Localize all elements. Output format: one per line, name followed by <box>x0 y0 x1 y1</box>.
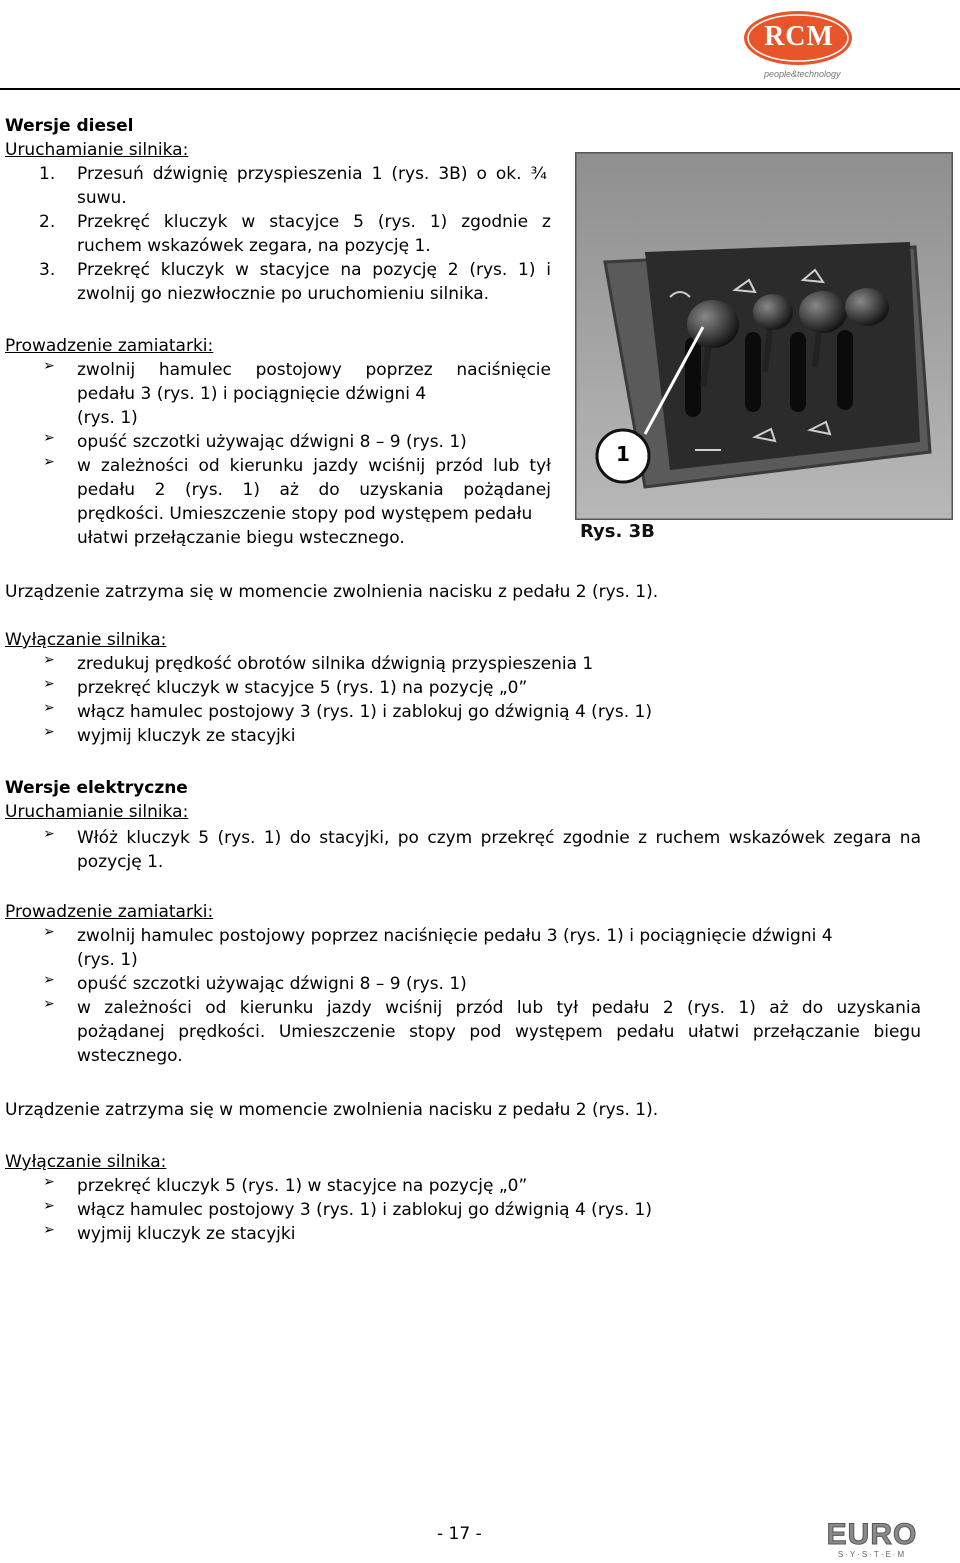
eurosystem-logo <box>826 1520 918 1560</box>
bullet-arrow-icon: ➢ <box>43 996 55 1012</box>
drive-item-line: (rys. 1) <box>77 408 138 428</box>
step-number: 1. <box>39 164 56 184</box>
step-number: 3. <box>39 260 56 280</box>
drive-item-line: zwolnij hamulec postojowy poprzez naciśnięcie <box>77 360 551 380</box>
bullet-arrow-icon: ➢ <box>43 724 55 740</box>
stop-note-electric: Urządzenie zatrzyma się w momencie zwolnienia nacisku z pedału 2 (rys. 1). <box>5 1100 659 1120</box>
drive-item-line: (rys. 1) <box>77 950 138 970</box>
drive-item-line: pedału 3 (rys. 1) i pociągnięcie dźwigni 4 <box>77 384 427 404</box>
drive-item-line: pożądanej prędkości. Umieszczenie stopy pod występem pedału ułatwi przełączanie biegu <box>77 1022 921 1042</box>
drive-title-electric: Prowadzenie zamiatarki: <box>5 902 214 922</box>
figure-caption: Rys. 3B <box>580 521 655 542</box>
start-item-line: pozycję 1. <box>77 852 164 872</box>
step-text-line: Przekręć kluczyk w stacyjce na pozycję 2 (rys. 1) i <box>77 260 551 280</box>
bullet-arrow-icon: ➢ <box>43 972 55 988</box>
stop-note-diesel: Urządzenie zatrzyma się w momencie zwolnienia nacisku z pedału 2 (rys. 1). <box>5 582 659 602</box>
rcm-logo-text: RCM <box>764 21 834 52</box>
bullet-arrow-icon: ➢ <box>43 358 55 374</box>
step-text-line: Przesuń dźwignię przyspieszenia 1 (rys. 3B) o ok. ¾ <box>77 164 547 184</box>
step-text-line: suwu. <box>77 188 127 208</box>
start-title-diesel: Uruchamianie silnika: <box>5 140 189 160</box>
eurosystem-logo-sub: S·Y·S·T·E·M <box>837 1550 907 1559</box>
shutdown-item: przekręć kluczyk w stacyjce 5 (rys. 1) na pozycję „0” <box>77 678 528 698</box>
drive-item-line: opuść szczotki używając dźwigni 8 – 9 (rys. 1) <box>77 974 467 994</box>
bullet-arrow-icon: ➢ <box>43 1222 55 1238</box>
bullet-arrow-icon: ➢ <box>43 454 55 470</box>
eurosystem-logo-main: EURO <box>826 1518 918 1551</box>
start-item-line: Włóż kluczyk 5 (rys. 1) do stacyjki, po czym przekręć zgodnie z ruchem wskazówek zegara na <box>77 828 921 848</box>
section-heading-diesel: Wersje diesel <box>5 116 134 136</box>
bullet-arrow-icon: ➢ <box>43 430 55 446</box>
drive-item-line: pedału 2 (rys. 1) aż do uzyskania pożądanej <box>77 480 551 500</box>
drive-item-line: ułatwi przełączanie biegu wstecznego. <box>77 528 405 548</box>
drive-title-diesel: Prowadzenie zamiatarki: <box>5 336 214 356</box>
shutdown-item: wyjmij kluczyk ze stacyjki <box>77 1224 296 1244</box>
shutdown-title-electric: Wyłączanie silnika: <box>5 1152 167 1172</box>
rcm-logo <box>742 8 862 86</box>
drive-item-line: w zależności od kierunku jazdy wciśnij przód lub tył pedału 2 (rys. 1) aż do uzyskania <box>77 998 921 1018</box>
bullet-arrow-icon: ➢ <box>43 826 55 842</box>
shutdown-item: włącz hamulec postojowy 3 (rys. 1) i zablokuj go dźwignią 4 (rys. 1) <box>77 702 652 722</box>
drive-item-line: wstecznego. <box>77 1046 183 1066</box>
figure-callout-number: 1 <box>616 442 630 466</box>
shutdown-item: wyjmij kluczyk ze stacyjki <box>77 726 296 746</box>
bullet-arrow-icon: ➢ <box>43 676 55 692</box>
shutdown-item: włącz hamulec postojowy 3 (rys. 1) i zablokuj go dźwignią 4 (rys. 1) <box>77 1200 652 1220</box>
step-text-line: zwolnij go niezwłocznie po uruchomieniu silnika. <box>77 284 490 304</box>
bullet-arrow-icon: ➢ <box>43 1198 55 1214</box>
drive-item-line: w zależności od kierunku jazdy wciśnij przód lub tył <box>77 456 551 476</box>
shutdown-title-diesel: Wyłączanie silnika: <box>5 630 167 650</box>
step-number: 2. <box>39 212 56 232</box>
bullet-arrow-icon: ➢ <box>43 700 55 716</box>
section-heading-electric: Wersje elektryczne <box>5 778 188 798</box>
rcm-logo-tagline: people&technology <box>764 69 841 79</box>
shutdown-item: zredukuj prędkość obrotów silnika dźwignią przyspieszenia 1 <box>77 654 594 674</box>
bullet-arrow-icon: ➢ <box>43 652 55 668</box>
step-text-line: Przekręć kluczyk w stacyjce 5 (rys. 1) zgodnie z <box>77 212 551 232</box>
start-title-electric: Uruchamianie silnika: <box>5 802 189 822</box>
drive-item-line: prędkości. Umieszczenie stopy pod występem pedału <box>77 504 533 524</box>
header-rule <box>0 88 960 90</box>
bullet-arrow-icon: ➢ <box>43 924 55 940</box>
shutdown-item: przekręć kluczyk 5 (rys. 1) w stacyjce na pozycję „0” <box>77 1176 528 1196</box>
page-number: - 17 - <box>437 1524 482 1544</box>
step-text-line: ruchem wskazówek zegara, na pozycję 1. <box>77 236 431 256</box>
drive-item-line: zwolnij hamulec postojowy poprzez naciśnięcie pedału 3 (rys. 1) i pociągnięcie dźwigni 4 <box>77 926 833 946</box>
bullet-arrow-icon: ➢ <box>43 1174 55 1190</box>
drive-item-line: opuść szczotki używając dźwigni 8 – 9 (rys. 1) <box>77 432 467 452</box>
figure-control-panel-photo <box>575 152 953 520</box>
